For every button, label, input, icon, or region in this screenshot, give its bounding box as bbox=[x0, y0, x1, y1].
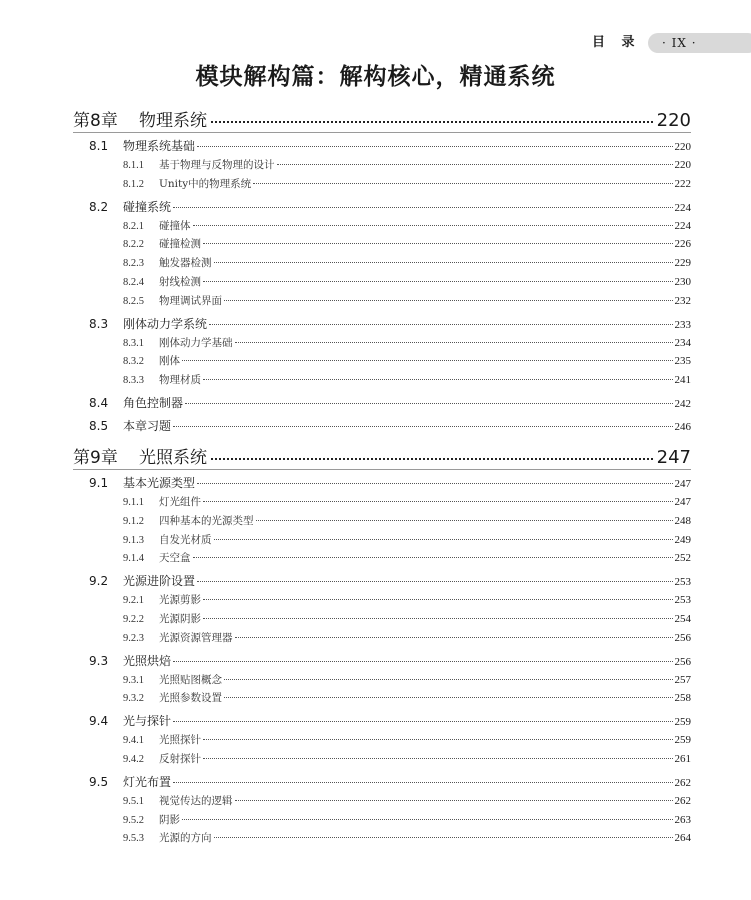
subsection-row-title: 阴影 bbox=[159, 813, 180, 826]
section-row-leader bbox=[209, 324, 672, 325]
section-row-number: 8.1 bbox=[89, 139, 109, 153]
subsection-row-number: 8.3.3 bbox=[123, 375, 144, 387]
subsection-row[interactable] bbox=[123, 293, 691, 309]
section-row-number: 9.3 bbox=[89, 653, 109, 668]
subsection-row-page: 259 bbox=[674, 734, 691, 747]
subsection-row-number: 9.4.2 bbox=[123, 754, 144, 765]
section-row-title: 基本光源类型 bbox=[123, 476, 196, 490]
subsection-row[interactable] bbox=[123, 550, 691, 566]
subsection-row-number: 9.3.2 bbox=[123, 693, 144, 705]
subsection-row[interactable] bbox=[123, 157, 691, 173]
section-row-number: 8.5 bbox=[89, 419, 109, 433]
subsection-row-page: 264 bbox=[674, 832, 691, 845]
chapter-row-leader bbox=[211, 121, 653, 123]
subsection-row-title: 物理材质 bbox=[159, 374, 201, 387]
subsection-row-number: 8.2.5 bbox=[123, 295, 144, 307]
subsection-row-number: 9.5.2 bbox=[123, 814, 144, 826]
subsection-row-leader bbox=[253, 183, 672, 184]
subsection-row-number: 9.1.3 bbox=[123, 534, 144, 546]
subsection-row-number: 8.3.1 bbox=[123, 337, 144, 349]
subsection-row[interactable] bbox=[123, 353, 691, 369]
subsection-row-number: 9.5.1 bbox=[123, 795, 144, 807]
subsection-row-leader bbox=[203, 739, 673, 740]
section-row-title: 光与探针 bbox=[123, 714, 172, 729]
subsection-row[interactable] bbox=[123, 690, 691, 706]
subsection-row-leader bbox=[182, 819, 673, 820]
subsection-row-leader bbox=[203, 758, 673, 759]
subsection-row-leader bbox=[214, 539, 673, 540]
subsection-row-page: 254 bbox=[674, 613, 691, 625]
subsection-row-number: 9.1.1 bbox=[123, 497, 144, 508]
chapter-row-page: 220 bbox=[656, 110, 691, 130]
subsection-row-page: 258 bbox=[674, 692, 691, 705]
section-row-leader bbox=[197, 483, 672, 484]
subsection-row[interactable] bbox=[123, 611, 691, 627]
section-row[interactable] bbox=[89, 198, 691, 216]
section-row-page: 247 bbox=[674, 478, 691, 490]
subsection-row-number: 9.1.2 bbox=[123, 515, 144, 527]
subsection-row-title: 刚体 bbox=[159, 355, 180, 368]
subsection-row[interactable] bbox=[123, 274, 691, 290]
section-row-title: 物理系统基础 bbox=[123, 139, 196, 153]
section-row-number: 8.4 bbox=[89, 396, 109, 410]
section-row-leader bbox=[173, 721, 672, 722]
chapter-row-number: 第9章 bbox=[73, 448, 118, 467]
section-row-page: 242 bbox=[674, 398, 691, 410]
subsection-row[interactable] bbox=[123, 236, 691, 252]
subsection-row[interactable] bbox=[123, 672, 691, 688]
subsection-row-leader bbox=[224, 300, 673, 301]
toc-header-label: 目 录 bbox=[592, 35, 641, 50]
section-row-leader bbox=[185, 403, 672, 404]
section-row-leader bbox=[173, 207, 672, 208]
subsection-row[interactable] bbox=[123, 494, 691, 510]
subsection-row-number: 9.3.1 bbox=[123, 674, 144, 686]
subsection-row-number: 8.1.1 bbox=[123, 160, 144, 171]
subsection-row[interactable] bbox=[123, 592, 691, 608]
subsection-row-page: 256 bbox=[674, 631, 691, 644]
subsection-row-title: 天空盒 bbox=[159, 552, 191, 565]
subsection-row-title: 视觉传达的逻辑 bbox=[159, 794, 233, 807]
section-row-title: 光照烘焙 bbox=[123, 653, 172, 668]
section-row-number: 8.3 bbox=[89, 316, 109, 331]
section-row-page: 256 bbox=[674, 655, 691, 668]
subsection-row-leader bbox=[203, 501, 673, 502]
subsection-row-page: 230 bbox=[674, 276, 691, 288]
subsection-row-title: 光照探针 bbox=[159, 734, 201, 747]
subsection-row-number: 8.2.1 bbox=[123, 220, 144, 232]
section-row-title: 碰撞系统 bbox=[123, 199, 172, 214]
subsection-row-title: 光源阴影 bbox=[159, 613, 201, 625]
subsection-row-title: 反射探针 bbox=[159, 753, 201, 765]
subsection-row-leader bbox=[235, 800, 673, 801]
subsection-row-leader bbox=[256, 520, 673, 521]
section-row-page: 233 bbox=[674, 318, 691, 331]
subsection-row-page: 262 bbox=[674, 794, 691, 807]
subsection-row-title: 四种基本的光源类型 bbox=[159, 514, 254, 527]
subsection-row[interactable] bbox=[123, 335, 691, 351]
subsection-row-page: 263 bbox=[674, 813, 691, 826]
subsection-row[interactable] bbox=[123, 793, 691, 809]
section-row-leader bbox=[173, 782, 672, 783]
subsection-row-title: 触发器检测 bbox=[159, 257, 212, 270]
section-row-title: 光源进阶设置 bbox=[123, 574, 196, 589]
subsection-row-title: 刚体动力学基础 bbox=[159, 336, 233, 349]
section-row-leader bbox=[197, 146, 672, 147]
page-number-badge bbox=[648, 33, 751, 53]
section-row-page: 220 bbox=[674, 141, 691, 153]
subsection-row-leader bbox=[277, 164, 673, 165]
subsection-row-title: 物理调试界面 bbox=[159, 294, 222, 307]
subsection-row[interactable] bbox=[123, 812, 691, 828]
section-row[interactable] bbox=[89, 773, 691, 791]
subsection-row-page: 257 bbox=[674, 673, 691, 686]
subsection-row-leader bbox=[193, 557, 673, 558]
subsection-row-page: 253 bbox=[674, 594, 691, 607]
subsection-row-number: 8.2.4 bbox=[123, 277, 144, 288]
section-row[interactable] bbox=[89, 394, 691, 412]
section-row[interactable] bbox=[89, 572, 691, 590]
section-row[interactable] bbox=[89, 417, 691, 435]
subsection-row-leader bbox=[224, 679, 673, 680]
subsection-row-page: 247 bbox=[674, 496, 691, 508]
subsection-row[interactable] bbox=[123, 630, 691, 646]
subsection-row-leader bbox=[193, 225, 673, 226]
chapter-row[interactable] bbox=[73, 443, 691, 467]
subsection-row[interactable] bbox=[123, 732, 691, 748]
subsection-row-title: 自发光材质 bbox=[159, 533, 212, 546]
subsection-row-title: 碰撞检测 bbox=[159, 238, 201, 251]
section-row-title: 刚体动力学系统 bbox=[123, 316, 208, 331]
subsection-row-number: 8.2.3 bbox=[123, 258, 144, 270]
subsection-row-page: 232 bbox=[674, 294, 691, 307]
section-row-leader bbox=[173, 426, 672, 427]
subsection-row-page: 235 bbox=[674, 355, 691, 368]
chapter-row-leader bbox=[211, 458, 653, 460]
section-row-page: 262 bbox=[674, 776, 691, 789]
subsection-row-page: 248 bbox=[674, 514, 691, 527]
subsection-row[interactable] bbox=[123, 255, 691, 271]
subsection-row-title: 射线检测 bbox=[159, 276, 201, 288]
subsection-row-leader bbox=[203, 281, 673, 282]
subsection-row-leader bbox=[182, 360, 673, 361]
subsection-row-leader bbox=[203, 243, 673, 244]
subsection-row-number: 8.3.2 bbox=[123, 356, 144, 368]
section-row-title: 灯光布置 bbox=[123, 774, 172, 789]
section-row-number: 9.4 bbox=[89, 714, 109, 729]
subsection-row-title: 光源资源管理器 bbox=[159, 631, 233, 644]
subsection-row-leader bbox=[224, 697, 673, 698]
subsection-row-number: 9.2.1 bbox=[123, 595, 144, 607]
subsection-row-page: 220 bbox=[674, 159, 691, 171]
chapter-row-title: 物理系统 bbox=[139, 111, 207, 130]
subsection-row-number: 8.1.2 bbox=[123, 178, 144, 190]
chapter-row-title: 光照系统 bbox=[139, 448, 207, 467]
subsection-row-title: 光源的方向 bbox=[159, 832, 212, 845]
subsection-row-leader bbox=[214, 837, 673, 838]
section-row-number: 8.2 bbox=[89, 199, 109, 214]
subsection-row-page: 241 bbox=[674, 374, 691, 387]
subsection-row-leader bbox=[235, 637, 673, 638]
subsection-row-page: 229 bbox=[674, 257, 691, 270]
subsection-row-title: 碰撞体 bbox=[159, 219, 191, 232]
chapter-divider bbox=[73, 132, 691, 133]
section-row-number: 9.1 bbox=[89, 476, 109, 490]
subsection-row-number: 9.4.1 bbox=[123, 735, 144, 747]
subsection-row-leader bbox=[203, 599, 673, 600]
subsection-row-page: 224 bbox=[674, 219, 691, 232]
section-row-leader bbox=[173, 661, 672, 662]
subsection-row[interactable] bbox=[123, 372, 691, 388]
section-row-page: 259 bbox=[674, 716, 691, 729]
section-row[interactable] bbox=[89, 315, 691, 333]
chapter-row-page: 247 bbox=[656, 447, 691, 467]
subsection-row-leader bbox=[203, 379, 673, 380]
section-row-page: 224 bbox=[674, 201, 691, 214]
subsection-row-page: 249 bbox=[674, 533, 691, 546]
subsection-row-page: 252 bbox=[674, 552, 691, 565]
section-row-leader bbox=[197, 581, 672, 582]
subsection-row-leader bbox=[214, 262, 673, 263]
section-row-title: 角色控制器 bbox=[123, 396, 184, 410]
subsection-row-page: 226 bbox=[674, 238, 691, 251]
subsection-row[interactable] bbox=[123, 513, 691, 529]
subsection-row-title: 光照参数设置 bbox=[159, 692, 222, 705]
subsection-row-number: 9.2.3 bbox=[123, 632, 144, 644]
subsection-row-title: 灯光组件 bbox=[159, 496, 201, 508]
chapter-divider bbox=[73, 469, 691, 470]
chapter-row[interactable] bbox=[73, 106, 691, 130]
page-number: · IX · bbox=[662, 36, 697, 50]
subsection-row[interactable] bbox=[123, 830, 691, 846]
subsection-row[interactable] bbox=[123, 751, 691, 767]
subsection-row-page: 222 bbox=[674, 177, 691, 190]
subsection-row[interactable] bbox=[123, 218, 691, 234]
subsection-row-title: 光源剪影 bbox=[159, 594, 201, 607]
subsection-row-number: 9.2.2 bbox=[123, 614, 144, 625]
part-title: 模块解构篇：解构核心，精通系统 bbox=[195, 63, 556, 90]
subsection-row-title: Unity中的物理系统 bbox=[159, 177, 252, 190]
section-row-page: 246 bbox=[674, 421, 691, 433]
subsection-row-title: 基于物理与反物理的设计 bbox=[159, 159, 275, 171]
section-row-page: 253 bbox=[674, 576, 691, 589]
subsection-row-number: 9.5.3 bbox=[123, 833, 144, 845]
subsection-row[interactable] bbox=[123, 532, 691, 548]
subsection-row-leader bbox=[235, 342, 673, 343]
section-row[interactable] bbox=[89, 712, 691, 730]
section-row-number: 9.5 bbox=[89, 774, 109, 789]
subsection-row-leader bbox=[203, 618, 673, 619]
subsection-row-number: 8.2.2 bbox=[123, 239, 144, 251]
section-row[interactable] bbox=[89, 474, 691, 492]
section-row-title: 本章习题 bbox=[123, 419, 172, 433]
subsection-row-page: 261 bbox=[674, 753, 691, 765]
chapter-row-number: 第8章 bbox=[73, 111, 118, 130]
subsection-row-title: 光照贴图概念 bbox=[159, 673, 222, 686]
subsection-row[interactable] bbox=[123, 176, 691, 192]
subsection-row-number: 9.1.4 bbox=[123, 553, 144, 565]
section-row-number: 9.2 bbox=[89, 574, 109, 589]
section-row[interactable] bbox=[89, 137, 691, 155]
section-row[interactable] bbox=[89, 652, 691, 670]
subsection-row-page: 234 bbox=[674, 336, 691, 349]
